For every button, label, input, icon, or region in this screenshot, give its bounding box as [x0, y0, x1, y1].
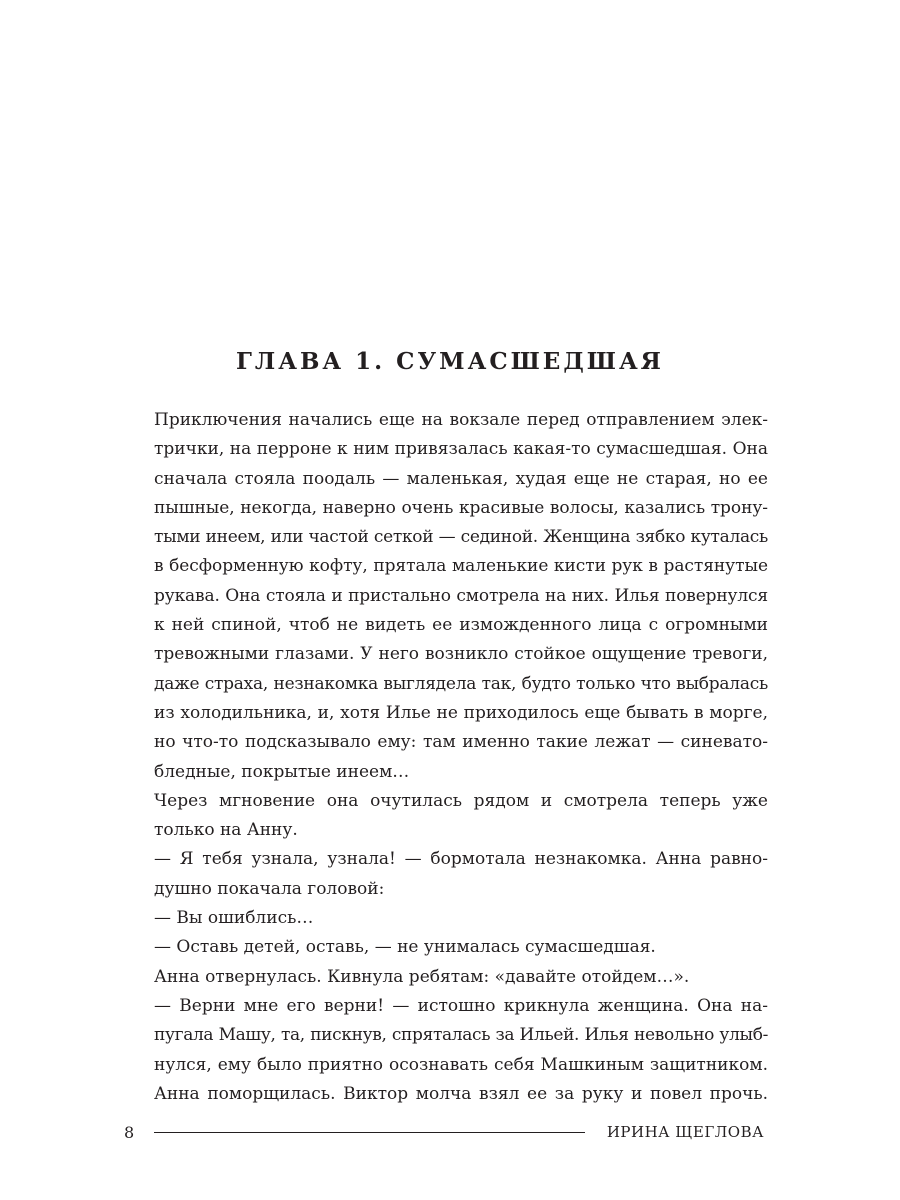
text-line: сначала стояла поодаль — маленькая, худая еще не старая, но ее [154, 468, 768, 489]
text-line: но что-то подсказывало ему: там именно такие лежат — синевато- [154, 732, 768, 753]
text-line: тыми инеем, или частой сеткой — сединой. Женщина зябко куталась [154, 527, 768, 548]
footer-rule [154, 1132, 585, 1133]
text-line: трички, на перроне к ним привязалась какая-то сумасшедшая. Она [154, 439, 768, 460]
chapter-title: ГЛАВА 1. СУМАСШЕДШАЯ [236, 348, 664, 375]
text-line: бледные, покрытые инеем… [154, 761, 410, 782]
text-line: нулся, ему было приятно осознавать себя Машкиным защитником. [154, 1054, 768, 1075]
page-number: 8 [124, 1122, 135, 1142]
text-line: душно покачала головой: [154, 878, 385, 899]
text-line: пугала Машу, та, пискнув, спряталась за Ильей. Илья невольно улыб- [154, 1025, 768, 1046]
running-head-author: ИРИНА ЩЕГЛОВА [606, 1123, 764, 1141]
text-line: — Я тебя узнала, узнала! — бормотала незнакомка. Анна равно- [154, 849, 768, 870]
text-line: в бесформенную кофту, прятала маленькие кисти рук в растянутые [154, 556, 768, 577]
text-line: — Оставь детей, оставь, — не унималась сумасшедшая. [154, 937, 656, 958]
text-line: даже страха, незнакомка выглядела так, будто только что выбралась [154, 673, 768, 694]
text-line: только на Анну. [154, 820, 298, 841]
body-text [154, 406, 768, 1109]
text-line: Приключения начались еще на вокзале перед отправлением элек- [154, 410, 768, 430]
text-line: Анна отвернулась. Кивнула ребятам: «давайте отойдем…». [154, 966, 690, 987]
text-line: — Вы ошиблись… [154, 908, 314, 929]
text-line: — Верни мне его верни! — истошно крикнула женщина. Она на- [154, 995, 768, 1016]
text-line: Через мгновение она очутилась рядом и смотрела теперь уже [154, 790, 768, 811]
page-footer [124, 1118, 764, 1146]
text-line: пышные, некогда, наверно очень красивые волосы, казались трону- [154, 497, 768, 518]
text-line: к ней спиной, чтоб не видеть ее изможденного лица с огромными [154, 615, 768, 636]
text-line: Анна поморщилась. Виктор молча взял ее за руку и повел прочь. [154, 1083, 768, 1104]
text-line: из холодильника, и, хотя Илье не приходилось еще бывать в морге, [154, 702, 768, 723]
text-line: тревожными глазами. У него возникло стойкое ощущение тревоги, [154, 644, 768, 665]
text-line: рукава. Она стояла и пристально смотрела на них. Илья повернулся [154, 585, 768, 606]
